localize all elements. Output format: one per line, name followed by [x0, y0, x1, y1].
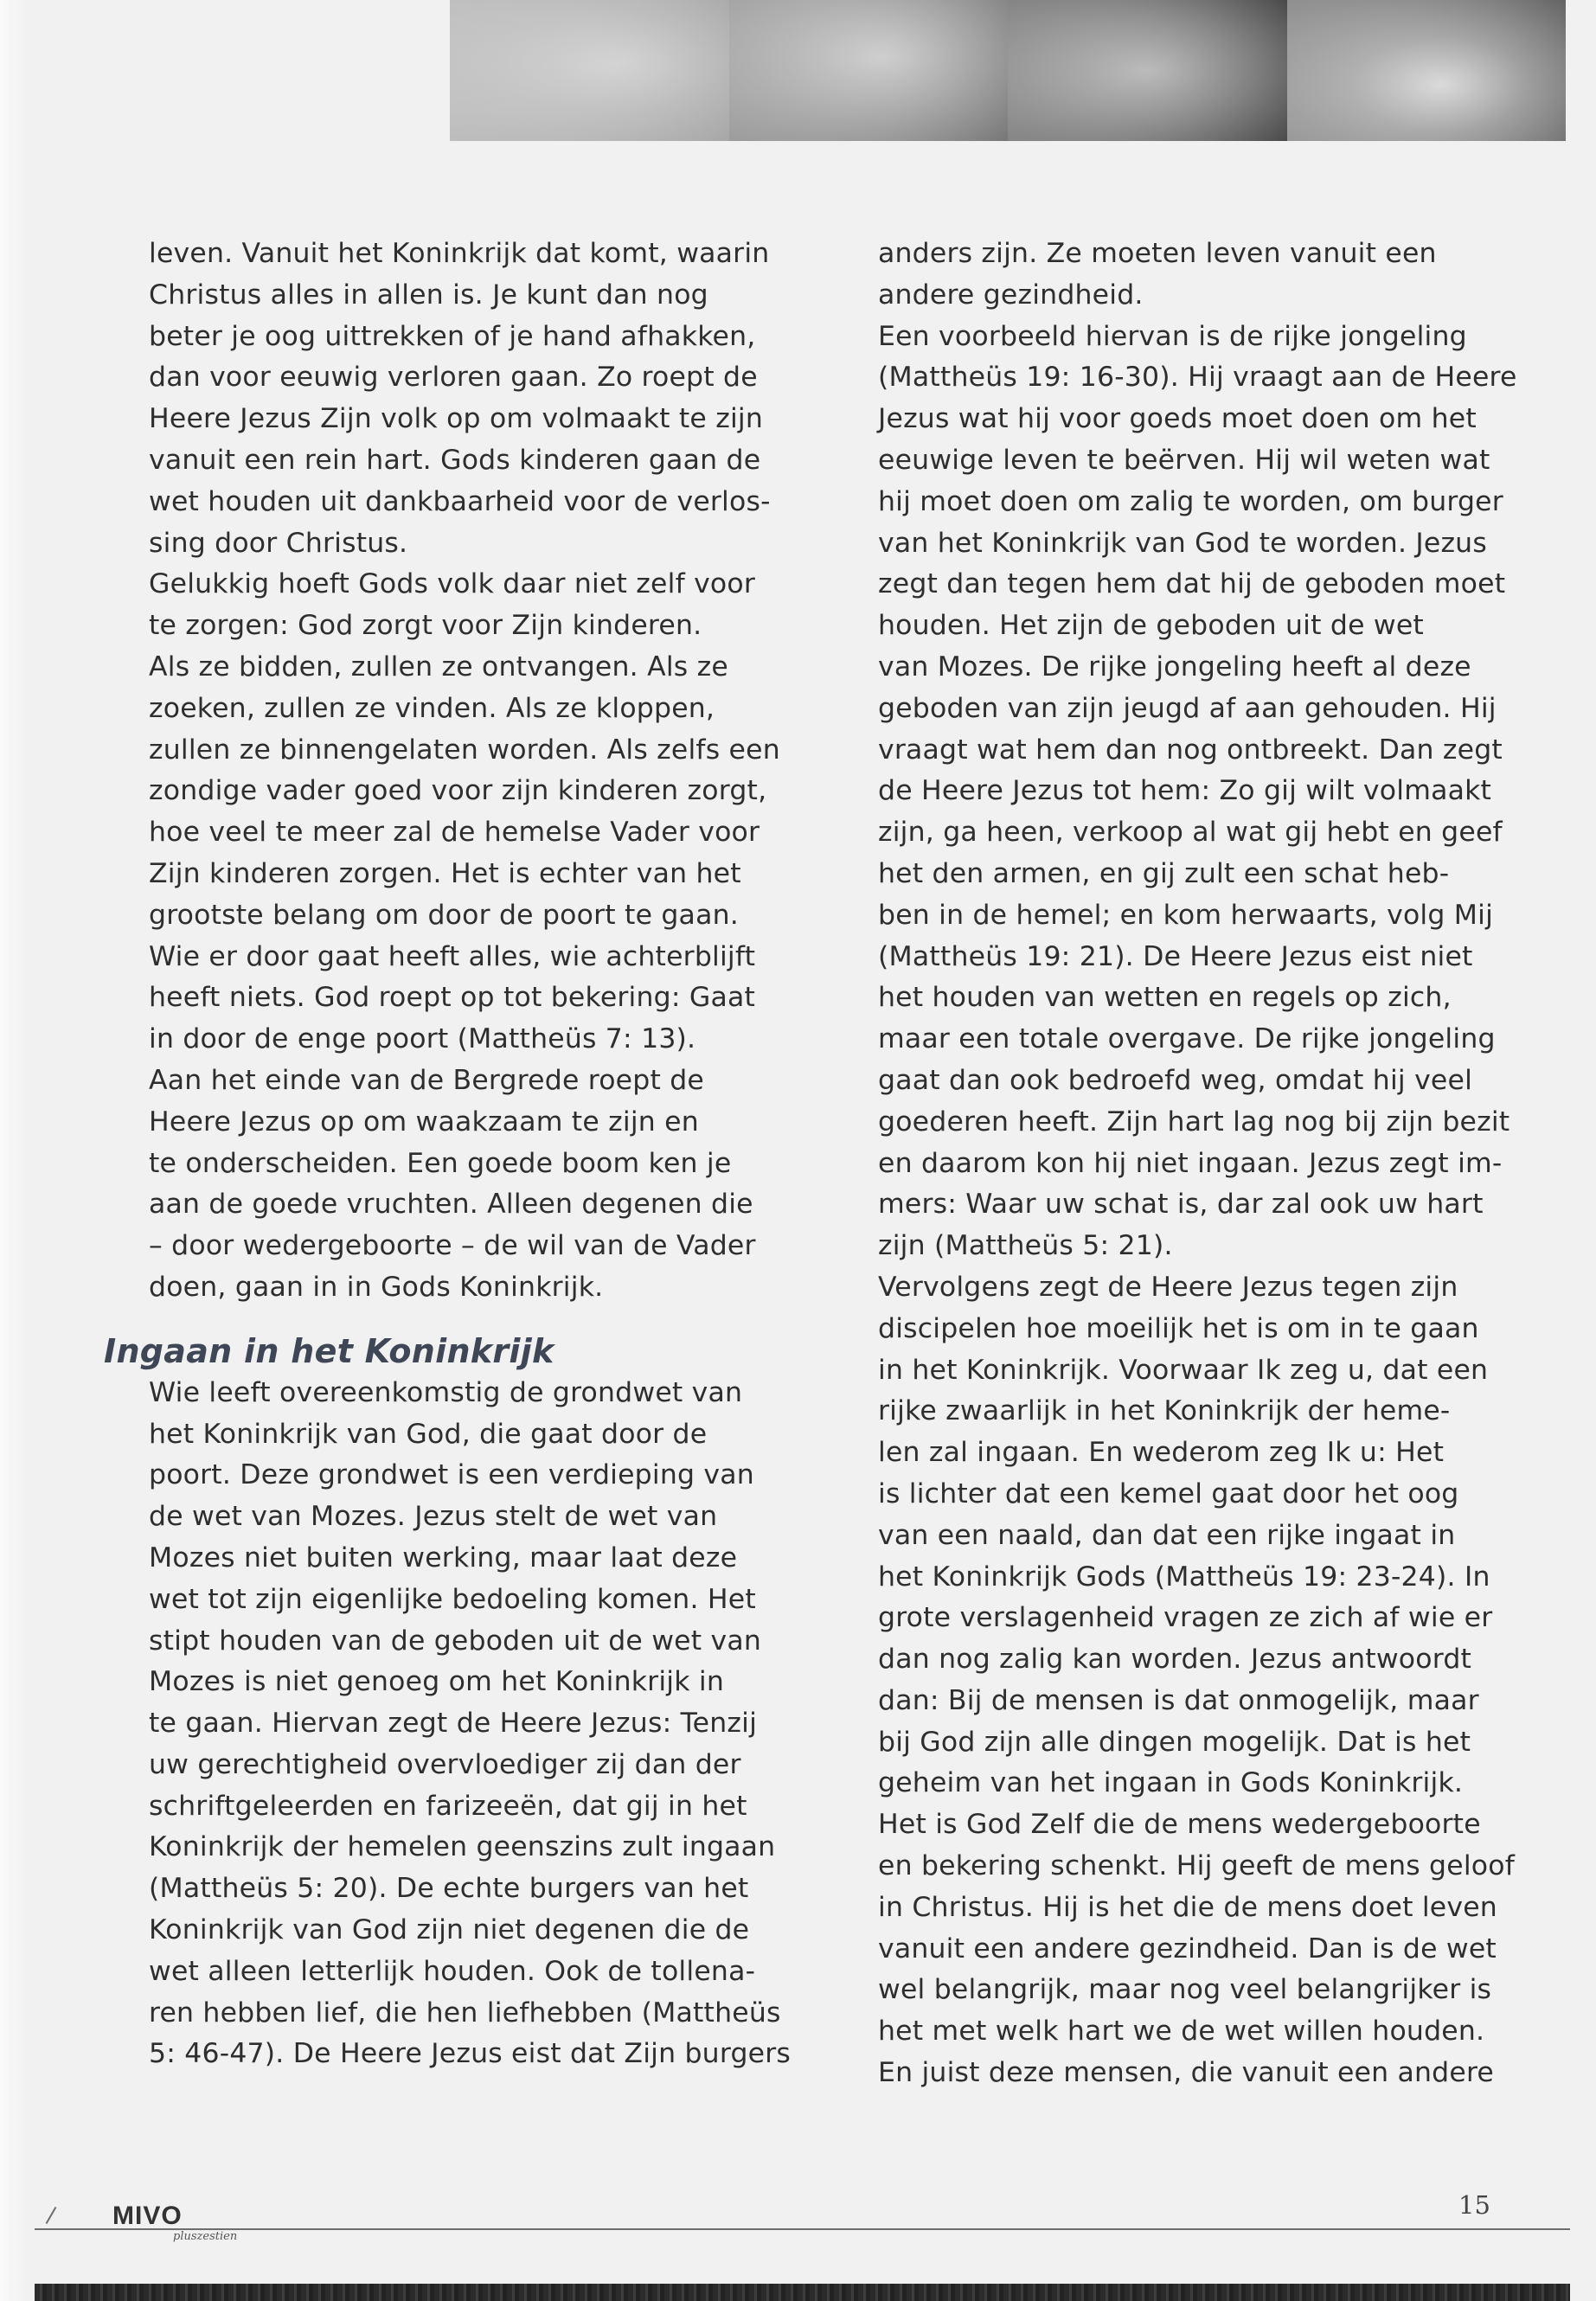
text-line: het met welk hart we de wet willen houden.: [878, 2016, 1485, 2048]
text-line: van Mozes. De rijke jongeling heeft al deze: [878, 651, 1471, 683]
text-line: Gelukkig hoeft Gods volk daar niet zelf voor: [149, 568, 756, 600]
text-line: Een voorbeeld hiervan is de rijke jongeling: [878, 320, 1467, 352]
text-line: het den armen, en gij zult een schat heb-: [878, 857, 1450, 889]
text-line: Mozes is niet genoeg om het Koninkrijk in: [149, 1666, 725, 1698]
text-line: (Mattheüs 19: 21). De Heere Jezus eist niet: [878, 940, 1473, 972]
text-line: wet alleen letterlijk houden. Ook de tollena-: [149, 1955, 756, 1987]
text-line: te zorgen: God zorgt voor Zijn kinderen.: [149, 610, 702, 642]
text-line: (Mattheüs 5: 20). De echte burgers van het: [149, 1873, 749, 1905]
header-photo-2: [729, 0, 1009, 141]
page-number: 15: [1458, 2190, 1490, 2220]
text-line: van een naald, dan dat een rijke ingaat in: [878, 1519, 1456, 1551]
header-photo-1: [450, 0, 729, 141]
footer-rule: [35, 2228, 1570, 2230]
bottom-band: [35, 2284, 1570, 2301]
left-column: [104, 234, 791, 2075]
text-line: discipelen hoe moeilijk het is om in te gaan: [878, 1312, 1479, 1344]
header-photo-4: [1287, 0, 1567, 141]
text-line: Aan het einde van de Bergrede roept de: [149, 1064, 704, 1096]
text-line: van het Koninkrijk van God te worden. Jezus: [878, 527, 1487, 559]
text-line: de Heere Jezus tot hem: Zo gij wilt volmaakt: [878, 775, 1492, 807]
text-line: geboden van zijn jeugd af aan gehouden. Hij: [878, 692, 1497, 724]
scan-edge: [0, 0, 26, 2301]
text-line: Als ze bidden, zullen ze ontvangen. Als ze: [149, 651, 728, 683]
text-line: len zal ingaan. En wederom zeg Ik u: Het: [878, 1437, 1445, 1469]
text-line: maar een totale overgave. De rijke jongeling: [878, 1023, 1496, 1055]
section-heading: Ingaan in het Koninkrijk: [104, 1331, 554, 1370]
text-line: zondige vader goed voor zijn kinderen zorgt,: [149, 775, 767, 807]
text-line: doen, gaan in in Gods Koninkrijk.: [149, 1271, 604, 1303]
text-line: en bekering schenkt. Hij geeft de mens geloof: [878, 1850, 1516, 1882]
text-line: wet houden uit dankbaarheid voor de verlos-: [149, 485, 771, 517]
text-line: en daarom kon hij niet ingaan. Jezus zegt im-: [878, 1147, 1503, 1179]
text-line: gaat dan ook bedroefd weg, omdat hij veel: [878, 1064, 1473, 1096]
text-line: wel belangrijk, maar nog veel belangrijker is: [878, 1974, 1492, 2006]
text-line: zullen ze binnengelaten worden. Als zelfs een: [149, 734, 780, 766]
text-line: Koninkrijk van God zijn niet degenen die de: [149, 1914, 750, 1946]
text-line: Heere Jezus Zijn volk op om volmaakt te zijn: [149, 403, 764, 435]
text-line: sing door Christus.: [149, 527, 408, 559]
text-line: aan de goede vruchten. Alleen degenen die: [149, 1189, 753, 1221]
text-line: Zijn kinderen zorgen. Het is echter van het: [149, 857, 741, 889]
text-line: dan nog zalig kan worden. Jezus antwoordt: [878, 1644, 1472, 1676]
text-line: stipt houden van de geboden uit de wet van: [149, 1625, 762, 1657]
text-line: zoeken, zullen ze vinden. Als ze kloppen,: [149, 692, 715, 724]
magazine-logo: MIVO: [112, 2202, 183, 2230]
text-line: andere gezindheid.: [878, 279, 1144, 311]
text-line: mers: Waar uw schat is, dar zal ook uw hart: [878, 1189, 1484, 1221]
text-line: Heere Jezus op om waakzaam te zijn en: [149, 1106, 699, 1138]
text-line: heeft niets. God roept op tot bekering: Gaat: [149, 982, 756, 1014]
text-line: En juist deze mensen, die vanuit een andere: [878, 2057, 1494, 2089]
text-line: het Koninkrijk van God, die gaat door de: [149, 1418, 708, 1450]
text-line: ben in de hemel; en kom herwaarts, volg Mij: [878, 899, 1494, 931]
text-line: het Koninkrijk Gods (Mattheüs 19: 23-24). In: [878, 1561, 1490, 1593]
text-line: goederen heeft. Zijn hart lag nog bij zijn bezit: [878, 1106, 1510, 1138]
text-line: eeuwige leven te beërven. Hij wil weten wat: [878, 444, 1490, 476]
text-line: hij moet doen om zalig te worden, om burger: [878, 485, 1503, 517]
text-line: (Mattheüs 19: 16-30). Hij vraagt aan de Heere: [878, 362, 1517, 394]
text-line: te gaan. Hiervan zegt de Heere Jezus: Tenzij: [149, 1708, 758, 1740]
text-line: Christus alles in allen is. Je kunt dan nog: [149, 279, 708, 311]
text-line: in door de enge poort (Mattheüs 7: 13).: [149, 1023, 696, 1055]
text-line: in het Koninkrijk. Voorwaar Ik zeg u, dat een: [878, 1354, 1489, 1386]
text-line: ren hebben lief, die hen liefhebben (Mattheüs: [149, 1997, 781, 2029]
text-line: wet tot zijn eigenlijke bedoeling komen. Het: [149, 1583, 756, 1615]
text-line: schriftgeleerden en farizeeën, dat gij in het: [149, 1790, 747, 1822]
text-line: hoe veel te meer zal de hemelse Vader voor: [149, 817, 760, 849]
text-line: Wie leeft overeenkomstig de grondwet van: [149, 1376, 743, 1408]
text-line: de wet van Mozes. Jezus stelt de wet van: [149, 1501, 718, 1533]
text-line: geheim van het ingaan in Gods Koninkrijk.: [878, 1767, 1464, 1799]
text-line: zijn (Mattheüs 5: 21).: [878, 1230, 1173, 1262]
text-line: anders zijn. Ze moeten leven vanuit een: [878, 238, 1437, 269]
text-line: is lichter dat een kemel gaat door het oog: [878, 1477, 1459, 1509]
header-photo-3: [1008, 0, 1287, 141]
text-line: Jezus wat hij voor goeds moet doen om het: [878, 403, 1477, 435]
text-line: uw gerechtigheid overvloediger zij dan der: [149, 1748, 741, 1780]
text-line: – door wedergeboorte – de wil van de Vader: [149, 1230, 756, 1262]
text-line: bij God zijn alle dingen mogelijk. Dat is het: [878, 1726, 1471, 1758]
text-line: beter je oog uittrekken of je hand afhakken,: [149, 320, 756, 352]
magazine-logo-subtitle: pluszestien: [173, 2230, 238, 2243]
text-line: zijn, ga heen, verkoop al wat gij hebt en geef: [878, 817, 1503, 849]
text-line: dan voor eeuwig verloren gaan. Zo roept de: [149, 362, 758, 394]
text-line: poort. Deze grondwet is een verdieping van: [149, 1459, 754, 1491]
text-line: rijke zwaarlijk in het Koninkrijk der heme-: [878, 1395, 1451, 1427]
text-line: Het is God Zelf die de mens wedergeboorte: [878, 1809, 1481, 1841]
text-line: het houden van wetten en regels op zich,: [878, 982, 1452, 1014]
text-line: vanuit een rein hart. Gods kinderen gaan de: [149, 444, 761, 476]
text-line: in Christus. Hij is het die de mens doet leven: [878, 1891, 1497, 1923]
text-line: leven. Vanuit het Koninkrijk dat komt, waarin: [149, 238, 770, 269]
header-photo-strip: [450, 0, 1566, 141]
text-line: Vervolgens zegt de Heere Jezus tegen zijn: [878, 1271, 1458, 1303]
text-line: Wie er door gaat heeft alles, wie achterblijft: [149, 940, 756, 972]
text-line: Koninkrijk der hemelen geenszins zult ingaan: [149, 1831, 776, 1863]
text-line: dan: Bij de mensen is dat onmogelijk, maar: [878, 1684, 1479, 1716]
right-column: [878, 234, 1517, 2094]
text-line: houden. Het zijn de geboden uit de wet: [878, 610, 1424, 642]
footer-tick: [46, 2207, 57, 2224]
text-line: Mozes niet buiten werking, maar laat deze: [149, 1541, 738, 1574]
text-line: 5: 46-47). De Heere Jezus eist dat Zijn burgers: [149, 2038, 791, 2070]
text-line: zegt dan tegen hem dat hij de geboden moet: [878, 568, 1506, 600]
text-line: grootste belang om door de poort te gaan.: [149, 899, 739, 931]
text-line: vraagt wat hem dan nog ontbreekt. Dan zegt: [878, 734, 1503, 766]
text-line: vanuit een andere gezindheid. Dan is de wet: [878, 1932, 1497, 1965]
text-line: te onderscheiden. Een goede boom ken je: [149, 1147, 732, 1179]
text-line: grote verslagenheid vragen ze zich af wie er: [878, 1602, 1493, 1634]
